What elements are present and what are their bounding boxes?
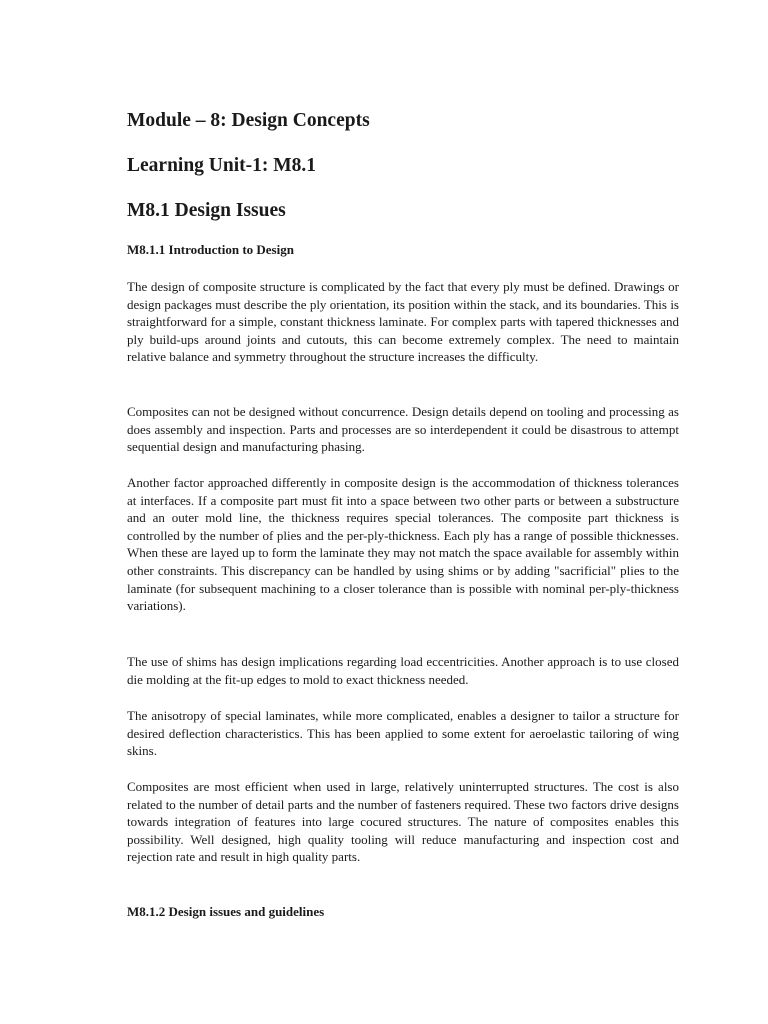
paragraph-concurrence: Composites can not be designed without concurrence. Design details depend on tooling and processing as does assembly and inspection. Parts and processes are so interdependent it could be disastrous to attempt sequential design and manufacturing phasing.	[127, 404, 679, 455]
paragraph-anisotropy: The anisotropy of special laminates, while more complicated, enables a designer to tailor a structure for desired deflection characteristics. This has been applied to some extent for aeroelastic tailoring of wing skins.	[127, 708, 679, 759]
subsection-heading-intro: M8.1.1 Introduction to Design	[127, 242, 294, 257]
unit-title: Learning Unit-1: M8.1	[127, 155, 317, 176]
module-title: Module – 8: Design Concepts	[127, 110, 370, 131]
paragraph-shims: The use of shims has design implications regarding load eccentricities. Another approach is to use closed die molding at the fit-up edges to mold to exact thickness needed.	[127, 654, 679, 687]
paragraph-thickness-tolerances: Another factor approached differently in composite design is the accommodation of thickness tolerances at interfaces. If a composite part must fit into a space between two other parts or between a substructure and an outer mold line, the thickness requires special tolerances. The composite part thickness is controlled by the number of plies and the per-ply-thickness. Each ply has a range of possible thicknesses. When these are layed up to form the laminate they may not match the space available for assembly within other constraints. This discrepancy can be handled by using shims or by adding "sacrificial" plies to the laminate (for subsequent machining to a closer tolerance than is possible with nominal per-ply-thickness variations).	[127, 475, 679, 614]
section-title: M8.1 Design Issues	[127, 200, 286, 221]
paragraph-ply-definition: The design of composite structure is complicated by the fact that every ply must be defined. Drawings or design packages must describe the ply orientation, its position within the stack, and its boundaries. This is straightforward for a simple, constant thickness laminate. For complex parts with tapered thicknesses and ply build-ups around joints and cutouts, this can become extremely complex. The need to maintain relative balance and symmetry throughout the structure increases the difficulty.	[127, 279, 679, 365]
paragraph-efficiency: Composites are most efficient when used in large, relatively uninterrupted structures. The cost is also related to the number of detail parts and the number of fasteners required. These two factors drive designs towards integration of features into large cocured structures. The nature of composites enables this possibility. Well designed, high quality tooling will reduce manufacturing and inspection cost and rejection rate and result in high quality parts.	[127, 779, 679, 865]
subsection-heading-guidelines: M8.1.2 Design issues and guidelines	[127, 904, 325, 919]
